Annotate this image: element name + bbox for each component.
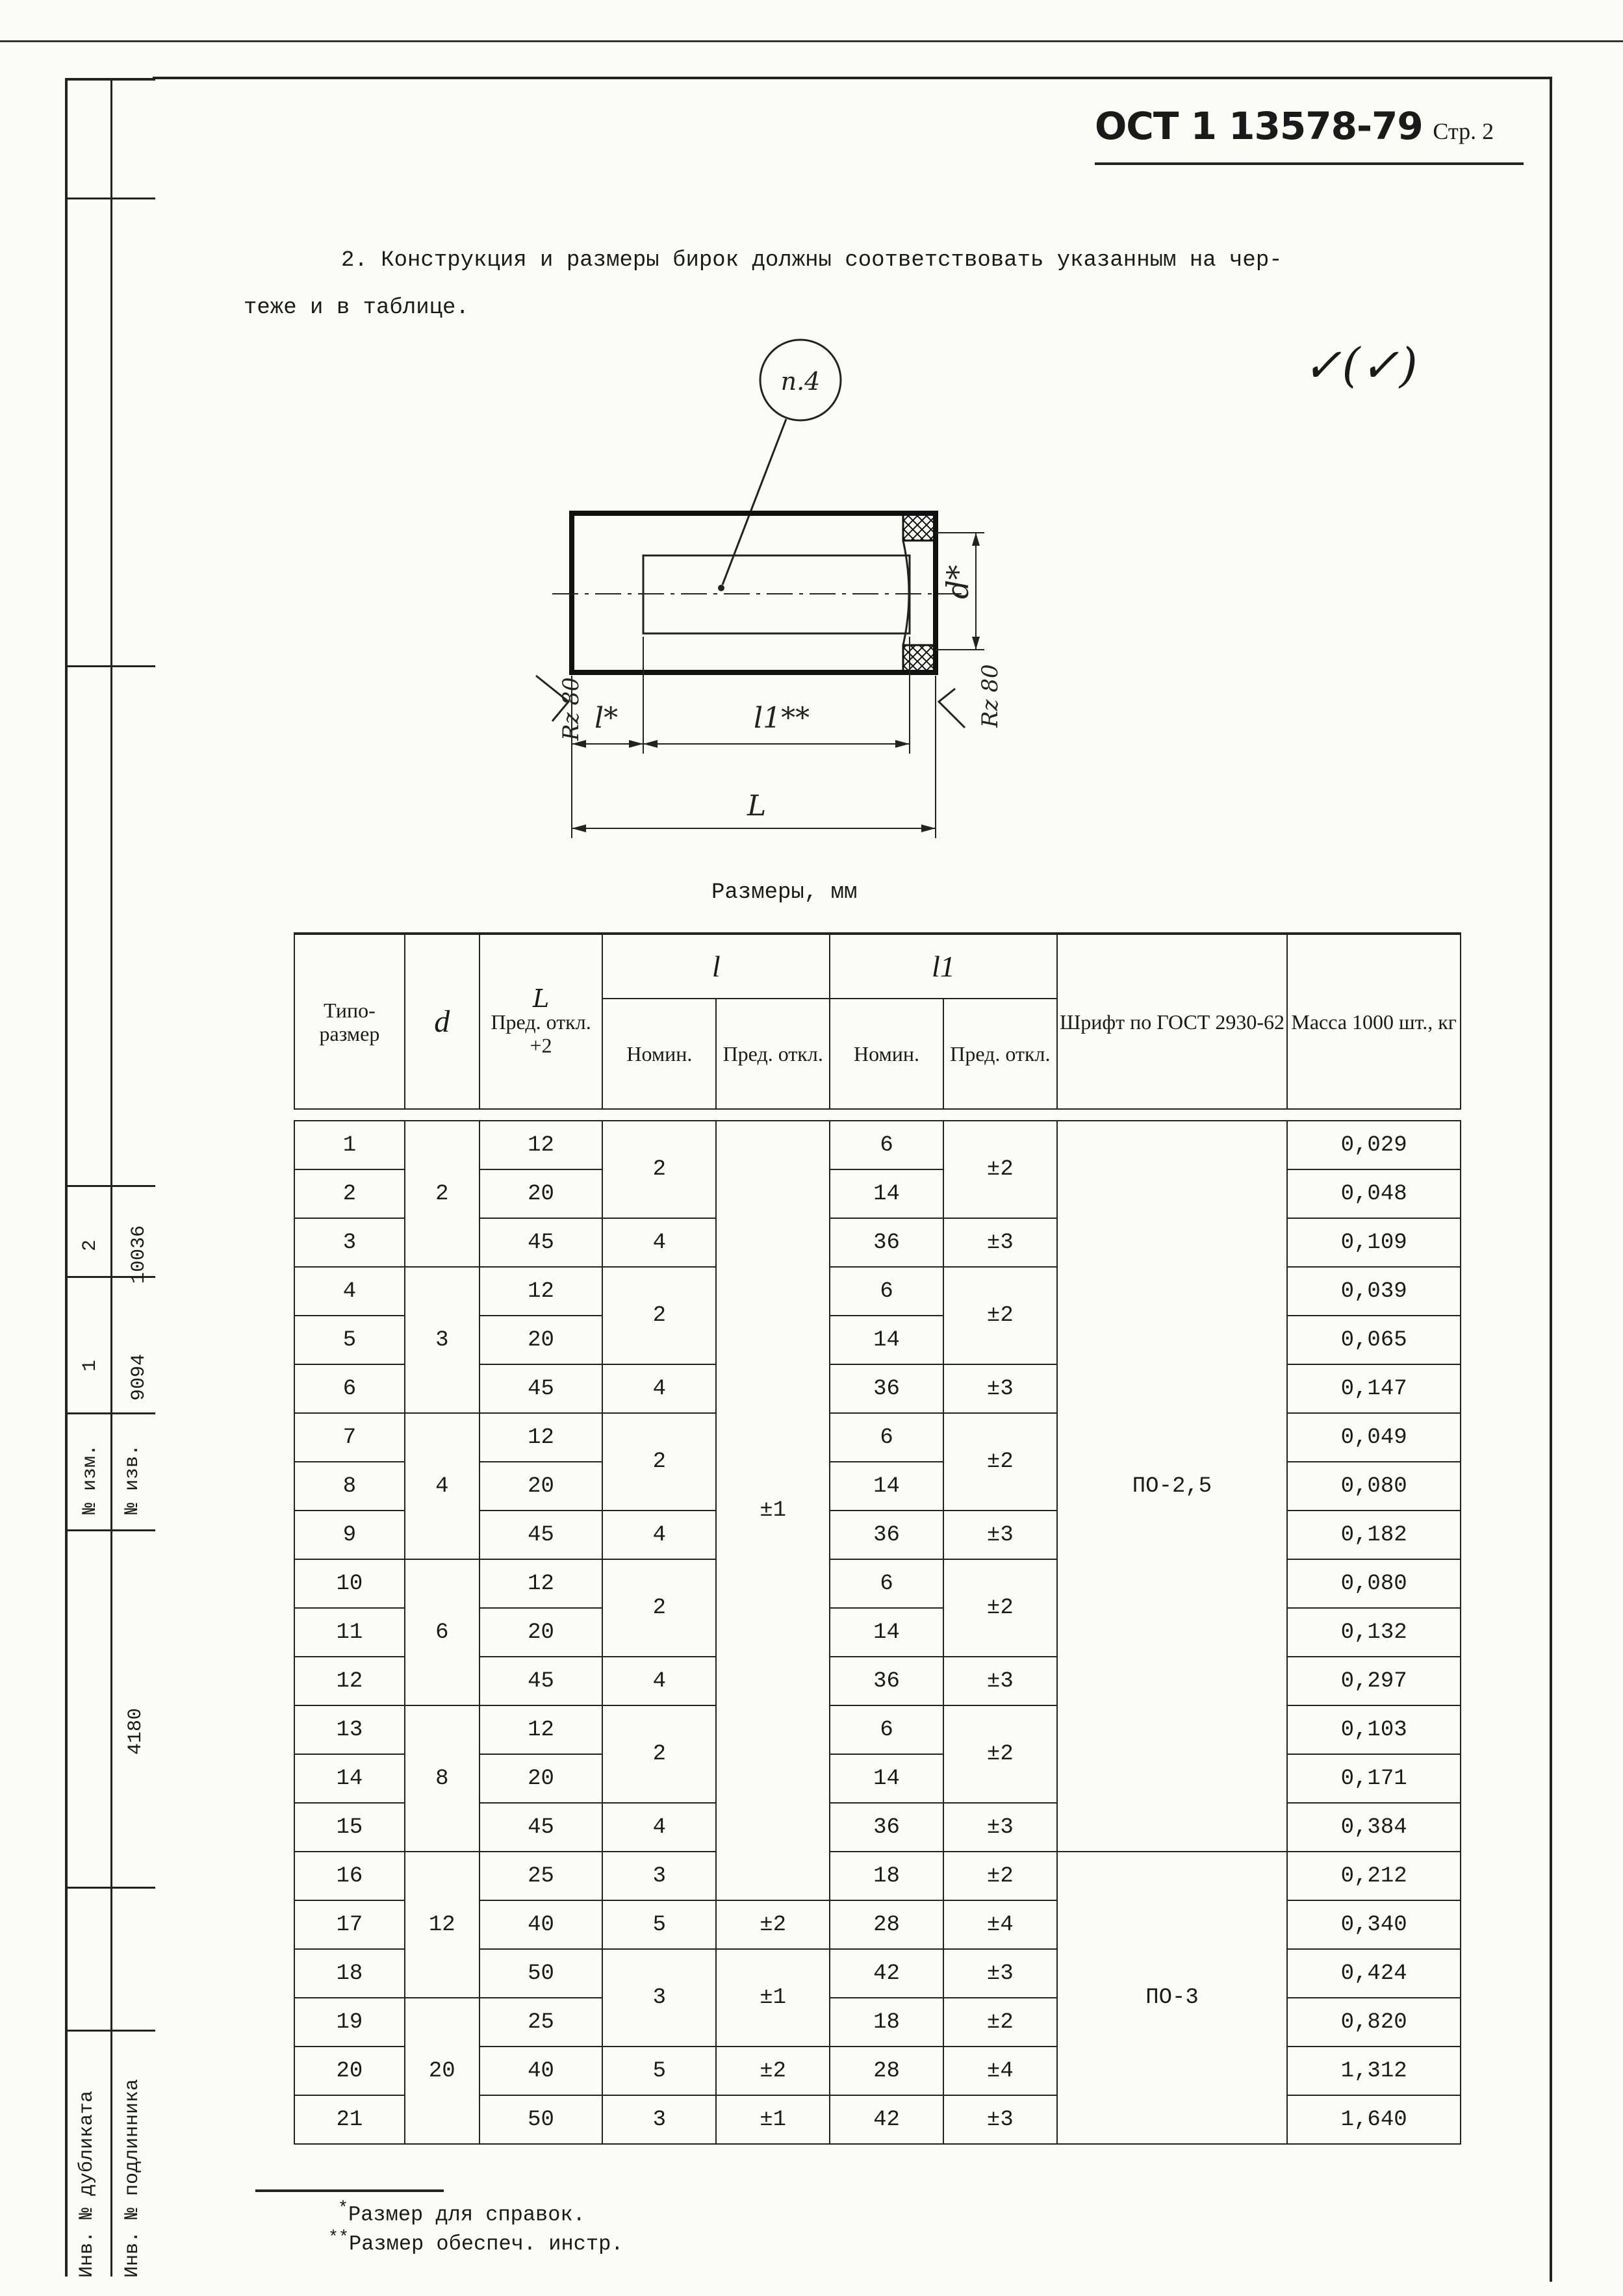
cell-l-nomin: 3 — [602, 1949, 716, 2047]
cell-L: 50 — [479, 2095, 603, 2144]
cell-mass: 0,171 — [1287, 1754, 1461, 1803]
cell-L: 12 — [479, 1413, 603, 1462]
inv-podlinnika-label: Инв. № подлинника — [121, 2078, 144, 2278]
cell-L: 12 — [479, 1705, 603, 1754]
cell-l1-pred: ±3 — [943, 1364, 1057, 1413]
cell-L: 45 — [479, 1364, 603, 1413]
paragraph-line-2: теже и в таблице. — [244, 296, 469, 320]
tag-drawing — [481, 325, 1131, 858]
cell-L: 40 — [479, 2047, 603, 2095]
cell-l-pred: ±1 — [716, 1949, 830, 2047]
cell-l-nomin: 2 — [602, 1559, 716, 1657]
cell-l-pred: ±1 — [716, 2095, 830, 2144]
cell-l1-pred: ±2 — [943, 1998, 1057, 2047]
cell-l1-nomin: 14 — [830, 1754, 943, 1803]
cell-L: 25 — [479, 1998, 603, 2047]
footnote-1-mark: * — [338, 2199, 348, 2219]
izm-2: 2 — [79, 1239, 101, 1251]
cell-L: 25 — [479, 1852, 603, 1900]
izv-1: 9094 — [128, 1353, 150, 1401]
cell-tiporazmer: 21 — [294, 2095, 405, 2144]
binding-sidebar — [65, 78, 155, 2277]
col-l1-pred: Пред. откл. — [943, 999, 1057, 1109]
cell-L: 20 — [479, 1754, 603, 1803]
cell-l-pred: ±2 — [716, 1900, 830, 1949]
standard-code: ОСТ 1 13578-79 — [1095, 104, 1423, 148]
cell-l1-nomin: 36 — [830, 1511, 943, 1559]
cell-l1-nomin: 18 — [830, 1998, 943, 2047]
cell-L: 20 — [479, 1608, 603, 1657]
cell-l1-nomin: 6 — [830, 1121, 943, 1169]
izm-label: № изм. — [79, 1444, 101, 1514]
cell-mass: 0,065 — [1287, 1316, 1461, 1364]
cell-mass: 0,080 — [1287, 1559, 1461, 1608]
cell-mass: 0,039 — [1287, 1267, 1461, 1316]
callout-label: п.4 — [780, 367, 821, 396]
cell-l-nomin: 2 — [602, 1705, 716, 1803]
cell-l-nomin: 4 — [602, 1511, 716, 1559]
cell-l-nomin: 5 — [602, 2047, 716, 2095]
col-L — [479, 934, 603, 1109]
cell-l1-pred: ±2 — [943, 1852, 1057, 1900]
cell-l1-pred: ±2 — [943, 1267, 1057, 1364]
footnote-2-mark: ** — [328, 2228, 349, 2248]
cell-l1-pred: ±3 — [943, 1803, 1057, 1852]
footnote-1 — [338, 2199, 585, 2227]
cell-mass: 0,182 — [1287, 1511, 1461, 1559]
col-l: l — [602, 934, 830, 999]
rz-right-label: Rz 80 — [977, 664, 1003, 728]
cell-tiporazmer: 15 — [294, 1803, 405, 1852]
cell-d: 6 — [405, 1559, 479, 1705]
cell-d: 12 — [405, 1852, 479, 1998]
insert-bottom — [903, 645, 934, 671]
cell-l1-nomin: 36 — [830, 1364, 943, 1413]
col-L-symbol: L — [532, 984, 550, 1013]
cell-L: 12 — [479, 1267, 603, 1316]
cell-mass: 1,312 — [1287, 2047, 1461, 2095]
cell-L: 45 — [479, 1218, 603, 1267]
dimensions-table — [294, 932, 1461, 2145]
cell-l1-pred: ±3 — [943, 1218, 1057, 1267]
cell-mass: 0,297 — [1287, 1657, 1461, 1705]
dim-L-label: L — [747, 789, 767, 823]
cell-l-nomin: 4 — [602, 1218, 716, 1267]
cell-tiporazmer: 19 — [294, 1998, 405, 2047]
col-font: Шрифт по ГОСТ 2930-62 — [1057, 934, 1288, 1109]
page-label: Стр. 2 — [1433, 118, 1494, 144]
cell-l1-pred: ±3 — [943, 1657, 1057, 1705]
cell-mass: 0,048 — [1287, 1169, 1461, 1218]
cell-mass: 0,147 — [1287, 1364, 1461, 1413]
cell-l1-pred: ±4 — [943, 1900, 1057, 1949]
cell-L: 45 — [479, 1511, 603, 1559]
cell-tiporazmer: 8 — [294, 1462, 405, 1511]
cell-l1-nomin: 6 — [830, 1705, 943, 1754]
cell-mass: 1,640 — [1287, 2095, 1461, 2144]
cell-tiporazmer: 10 — [294, 1559, 405, 1608]
cell-mass: 0,132 — [1287, 1608, 1461, 1657]
cell-l-nomin: 5 — [602, 1900, 716, 1949]
cell-mass: 0,080 — [1287, 1462, 1461, 1511]
cell-l1-pred: ±2 — [943, 1559, 1057, 1657]
col-l1-nomin: Номин. — [830, 999, 943, 1109]
cell-l-nomin: 2 — [602, 1121, 716, 1218]
cell-d: 8 — [405, 1705, 479, 1852]
cell-L: 45 — [479, 1657, 603, 1705]
cell-tiporazmer: 17 — [294, 1900, 405, 1949]
cell-l1-pred: ±3 — [943, 2095, 1057, 2144]
dim-l1-label: l1** — [754, 702, 810, 735]
cell-l1-nomin: 6 — [830, 1413, 943, 1462]
cell-tiporazmer: 2 — [294, 1169, 405, 1218]
footnote-2-text: Размер обеспеч. инстр. — [349, 2232, 624, 2256]
cell-mass: 0,109 — [1287, 1218, 1461, 1267]
dim-d-label: d* — [940, 565, 975, 599]
cell-mass: 0,384 — [1287, 1803, 1461, 1852]
inv-dublikata-label: Инв. № дубликата — [76, 2090, 98, 2278]
cell-L: 40 — [479, 1900, 603, 1949]
cell-mass: 0,424 — [1287, 1949, 1461, 1998]
cell-l1-pred: ±2 — [943, 1121, 1057, 1218]
table-caption: Размеры, мм — [711, 880, 858, 905]
cell-l1-pred: ±3 — [943, 1511, 1057, 1559]
col-l-nomin: Номин. — [602, 999, 716, 1109]
cell-l1-nomin: 42 — [830, 2095, 943, 2144]
cell-L: 12 — [479, 1121, 603, 1169]
cell-d: 4 — [405, 1413, 479, 1559]
cell-tiporazmer: 13 — [294, 1705, 405, 1754]
cell-mass: 0,820 — [1287, 1998, 1461, 2047]
cell-L: 20 — [479, 1169, 603, 1218]
cell-mass: 0,212 — [1287, 1852, 1461, 1900]
cell-l-pred: ±1 — [716, 1121, 830, 1900]
col-tiporazmer: Типо- размер — [294, 934, 405, 1109]
cell-tiporazmer: 4 — [294, 1267, 405, 1316]
cell-l1-nomin: 14 — [830, 1316, 943, 1364]
cell-mass: 0,340 — [1287, 1900, 1461, 1949]
cell-l1-pred: ±4 — [943, 2047, 1057, 2095]
cell-mass: 0,049 — [1287, 1413, 1461, 1462]
cell-l1-nomin: 14 — [830, 1608, 943, 1657]
cell-l1-nomin: 6 — [830, 1267, 943, 1316]
inv-number: 4180 — [125, 1707, 147, 1755]
cell-tiporazmer: 6 — [294, 1364, 405, 1413]
cell-l1-nomin: 36 — [830, 1218, 943, 1267]
cell-tiporazmer: 3 — [294, 1218, 405, 1267]
footnote-rule — [255, 2189, 444, 2192]
cell-L: 45 — [479, 1803, 603, 1852]
table-row — [294, 1852, 1461, 1900]
col-mass: Масса 1000 шт., кг — [1287, 934, 1461, 1109]
cell-d: 20 — [405, 1998, 479, 2144]
cell-l-nomin: 2 — [602, 1267, 716, 1364]
cell-d: 3 — [405, 1267, 479, 1413]
top-rule — [0, 40, 1623, 42]
cell-L: 12 — [479, 1559, 603, 1608]
col-d: d — [405, 934, 479, 1109]
tag-body — [572, 513, 936, 672]
cell-tiporazmer: 11 — [294, 1608, 405, 1657]
cell-tiporazmer: 16 — [294, 1852, 405, 1900]
cell-l1-nomin: 14 — [830, 1462, 943, 1511]
cell-l1-pred: ±2 — [943, 1705, 1057, 1803]
cell-tiporazmer: 7 — [294, 1413, 405, 1462]
cell-tiporazmer: 5 — [294, 1316, 405, 1364]
footnote-2 — [328, 2228, 623, 2256]
cell-l1-nomin: 28 — [830, 1900, 943, 1949]
cell-d: 2 — [405, 1121, 479, 1267]
cell-mass: 0,029 — [1287, 1121, 1461, 1169]
izm-1: 1 — [79, 1359, 101, 1371]
cell-l1-nomin: 6 — [830, 1559, 943, 1608]
izv-2: 10036 — [128, 1225, 150, 1284]
col-l-pred: Пред. откл. — [716, 999, 830, 1109]
cell-font: ПО-3 — [1057, 1852, 1288, 2144]
rz-left-label: Rz 80 — [558, 677, 584, 741]
dim-l-label: l* — [594, 702, 619, 735]
cell-l-nomin: 3 — [602, 2095, 716, 2144]
cell-tiporazmer: 9 — [294, 1511, 405, 1559]
izv-label: № изв. — [121, 1444, 144, 1514]
cell-l1-nomin: 18 — [830, 1852, 943, 1900]
cell-font: ПО-2,5 — [1057, 1121, 1288, 1852]
cell-l-nomin: 2 — [602, 1413, 716, 1511]
footnote-1-text: Размер для справок. — [348, 2202, 585, 2227]
col-L-tolerance: Пред. откл. +2 — [491, 1010, 591, 1057]
cell-tiporazmer: 14 — [294, 1754, 405, 1803]
cell-l1-nomin: 14 — [830, 1169, 943, 1218]
cell-mass: 0,103 — [1287, 1705, 1461, 1754]
insert-top — [903, 515, 934, 541]
cell-l1-pred: ±2 — [943, 1413, 1057, 1511]
cell-l-nomin: 4 — [602, 1657, 716, 1705]
cell-l1-nomin: 36 — [830, 1803, 943, 1852]
cell-l1-pred: ±3 — [943, 1949, 1057, 1998]
cell-L: 20 — [479, 1316, 603, 1364]
cell-l1-nomin: 42 — [830, 1949, 943, 1998]
roughness-mark: ✓(✓) — [1303, 338, 1418, 392]
cell-l1-nomin: 28 — [830, 2047, 943, 2095]
table-body — [294, 1121, 1461, 2144]
cell-l-nomin: 4 — [602, 1364, 716, 1413]
cell-L: 50 — [479, 1949, 603, 1998]
cell-L: 20 — [479, 1462, 603, 1511]
cell-l1-nomin: 36 — [830, 1657, 943, 1705]
document-header — [1095, 104, 1524, 165]
cell-tiporazmer: 12 — [294, 1657, 405, 1705]
cell-tiporazmer: 20 — [294, 2047, 405, 2095]
cell-l-nomin: 4 — [602, 1803, 716, 1852]
table-row — [294, 1121, 1461, 1169]
cell-tiporazmer: 1 — [294, 1121, 405, 1169]
cell-l-nomin: 3 — [602, 1852, 716, 1900]
col-l1: l1 — [830, 934, 1057, 999]
cell-tiporazmer: 18 — [294, 1949, 405, 1998]
cell-l-pred: ±2 — [716, 2047, 830, 2095]
paragraph-line-1: 2. Конструкция и размеры бирок должны соответствовать указанным на чер- — [341, 248, 1283, 273]
